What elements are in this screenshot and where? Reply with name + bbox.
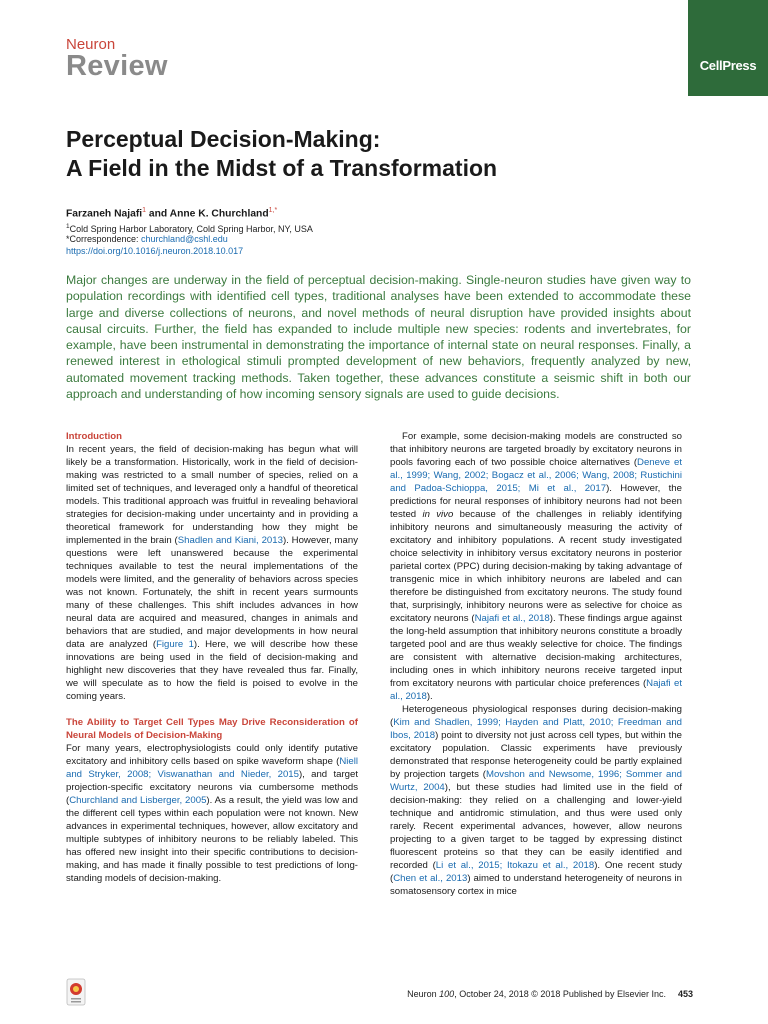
check-for-updates-icon[interactable] xyxy=(66,978,86,1006)
cell-types-heading: The Ability to Target Cell Types May Drive Reconsideration of Neural Models of Decision-Making xyxy=(66,717,358,741)
introduction-heading: Introduction xyxy=(66,431,122,442)
cell-types-paragraph xyxy=(66,742,358,885)
citation-link[interactable]: Kim and Shadlen, 1999; Hayden and Platt, 2010; Freedman and Ibos, 2018 xyxy=(390,717,682,741)
text: ). However, the predictions for neural responses of inhibitory neurons had not been tested xyxy=(390,483,682,520)
citation-link[interactable]: Niell and Stryker, 2008; Viswanathan and Nieder, 2015 xyxy=(66,756,358,780)
author-najafi: Farzaneh Najafi xyxy=(66,208,143,220)
citation-link[interactable]: Chen et al., 2013 xyxy=(393,873,468,884)
text: ), but these studies had limited use in the field of decision-making: they relied on a challenging and lower-yield technique and antidromic stimulation, and thus were used only rarely. Recent experimental advances, however, allow neurons projecting to a given target to be tagged by expressing distinct fluorescent proteins so that they can be easily identified and recorded ( xyxy=(390,782,682,871)
text: , October 24, 2018 © 2018 Published by Elsevier Inc. xyxy=(454,989,666,999)
text: ). xyxy=(426,691,433,702)
citation-link[interactable]: Najafi et al., 2018 xyxy=(474,613,550,624)
text: ) aimed to understand heterogeneity of neurons in somatosensory cortex in mice xyxy=(390,873,682,897)
correspondence-email-link[interactable]: churchland@cshl.edu xyxy=(141,234,228,244)
right-column xyxy=(390,430,682,898)
doi-link[interactable]: https://doi.org/10.1016/j.neuron.2018.10.017 xyxy=(66,246,244,256)
author-churchland: Anne K. Churchland xyxy=(169,208,269,220)
text: For many years, electrophysiologists could only identify putative excitatory and inhibitory cells based on spike waveform shape ( xyxy=(66,743,358,767)
correspondence xyxy=(66,233,228,245)
inhibitory-paragraph xyxy=(390,430,682,703)
page-number: 453 xyxy=(677,989,693,999)
citation-link[interactable]: Churchland and Lisberger, 2005 xyxy=(69,795,207,806)
author-churchland-affil: 1,* xyxy=(268,207,278,214)
author-list xyxy=(66,207,277,219)
cellpress-logo[interactable] xyxy=(688,0,768,96)
heterogeneity-paragraph xyxy=(390,703,682,898)
citation-link[interactable]: Li et al., 2015; Itokazu et al., 2018 xyxy=(435,860,595,871)
text: ). As a result, the yield was low and the different cell types within each population were not known. New advances in experimental techniques, however, allow excitatory and multiple subtypes of inhibitory neurons to be reliably labeled. This has offered new insight into their specific contributions to decision-making, and has made it finally possible to test predictions of long-standing models of decision-making. xyxy=(66,795,358,884)
text: Neuron xyxy=(407,989,440,999)
text: ). Here, we will describe how these innovations are being used in the field of decision-making and highlight new discoveries that they have revealed thus far. Finally, we will speculate as to how the field is poised to evolve in the coming years. xyxy=(66,639,358,702)
volume: 100 xyxy=(439,989,455,999)
citation-link[interactable]: Shadlen and Kiani, 2013 xyxy=(177,535,283,546)
correspondence-label: *Correspondence: xyxy=(66,234,142,244)
text: ). However, many questions were left unanswered because the experimental techniques available to test the neural implementations of the models were limited, and the generality of behaviors across species was not known. Fortunately, the shift in recent years surmounts many of these challenges. This shift includes advances in how neural data are acquired and measured, changes in animals and behaviors that are studied, and major developments in how neural data are analyzed ( xyxy=(66,535,358,650)
journal-name: Neuron xyxy=(66,36,116,53)
citation-link[interactable]: Najafi et al., 2018 xyxy=(390,678,682,702)
footer-citation xyxy=(407,989,666,999)
article-title xyxy=(66,125,666,183)
text: For example, some decision-making models are constructed so that inhibitory neurons are targeted broadly by excitatory neurons in pools favoring each of two possible choice alternatives ( xyxy=(390,431,682,468)
text: ). These findings argue against the long-held assumption that inhibitory neurons constitute a broadly targeted pool and are thus weakly selective for choice. The findings are consistent with alternative decision-making architectures, including ones in which inhibitory neurons receive targeted input from excitatory neurons with particular choice preferences ( xyxy=(390,613,682,689)
citation-link[interactable]: Movshon and Newsome, 1996; Sommer and Wurtz, 2004 xyxy=(390,769,682,793)
author-najafi-affil: 1 xyxy=(142,207,147,214)
text: In recent years, the field of decision-making has begun what will likely be a transformation. Historically, work in the field of decision-making was restricted to a small number of species, relied on a limited set of techniques, and leveraged only a handful of theoretical models. This traditional approach was fruitful in revealing behavioral strategies for decision-making under uncertainty and in providing a theoretical framework for understanding how they might be implemented in the brain ( xyxy=(66,444,358,546)
emphasis: in vivo xyxy=(422,509,454,520)
text: Heterogeneous physiological responses during decision-making ( xyxy=(390,704,682,728)
text: because of the challenges in reliably identifying inhibitory neurons and simultaneously measuring the activity of excitatory and inhibitory populations. A recent study investigated choice selectivity in inhibitory versus excitatory neurons in posterior parietal cortex (PPC) during decision-making by taking advantage of transgenic mice in which inhibitory neurons are labeled and can therefore be distinguished from excitatory neurons. The study found that, surprisingly, inhibitory neurons were as selective for choice as excitatory neurons ( xyxy=(390,509,682,624)
author-separator: and xyxy=(146,208,170,220)
title-line-2: A Field in the Midst of a Transformation xyxy=(66,155,498,181)
left-column xyxy=(66,430,358,885)
affiliation-number: 1 xyxy=(66,223,70,230)
text: ), and target projection-specific excitatory neurons via cumbersome methods ( xyxy=(66,769,358,806)
section-label: Review xyxy=(66,50,168,82)
text: ) point to diversity not just across cell types, but within the excitatory population. Classic experiments have previously demonstrated that response heterogeneity could be partly explained by projection targets ( xyxy=(390,730,682,780)
introduction-paragraph xyxy=(66,443,358,703)
affiliation-text: Cold Spring Harbor Laboratory, Cold Spring Harbor, NY, USA xyxy=(69,224,313,234)
text: ). One recent study ( xyxy=(390,860,682,884)
page-footer xyxy=(407,989,693,999)
figure-link[interactable]: Figure 1 xyxy=(156,639,194,650)
cellpress-logo-text: CellPress xyxy=(699,58,757,73)
spacer xyxy=(66,703,358,716)
title-line-1: Perceptual Decision-Making: xyxy=(66,126,381,152)
abstract: Major changes are underway in the field of perceptual decision-making. Single-neuron studies have given way to population recordings with identified cell types, traditional analyses have been extended to accommodate these large and diverse collections of neurons, and novel methods of neural disruption have provided insights about causal circuits. Further, the field has expanded to include multiple new species: rodents and invertebrates, for example, have been instrumental in demonstrating the importance of internal state on neural responses. Finally, a renewed interest in ethological stimuli prompted development of new behaviors, frequently analyzed by new, automated movement tracking methods. Taken together, these advances constitute a seismic shift in both our approach and understanding of how incoming sensory signals are used to guide decisions. xyxy=(66,273,691,402)
citation-link[interactable]: Deneve et al., 1999; Wang, 2002; Bogacz et al., 2006; Wang, 2008; Rustichini and Padoa-Schioppa, 2015; Mi et al., 2017 xyxy=(390,457,682,494)
